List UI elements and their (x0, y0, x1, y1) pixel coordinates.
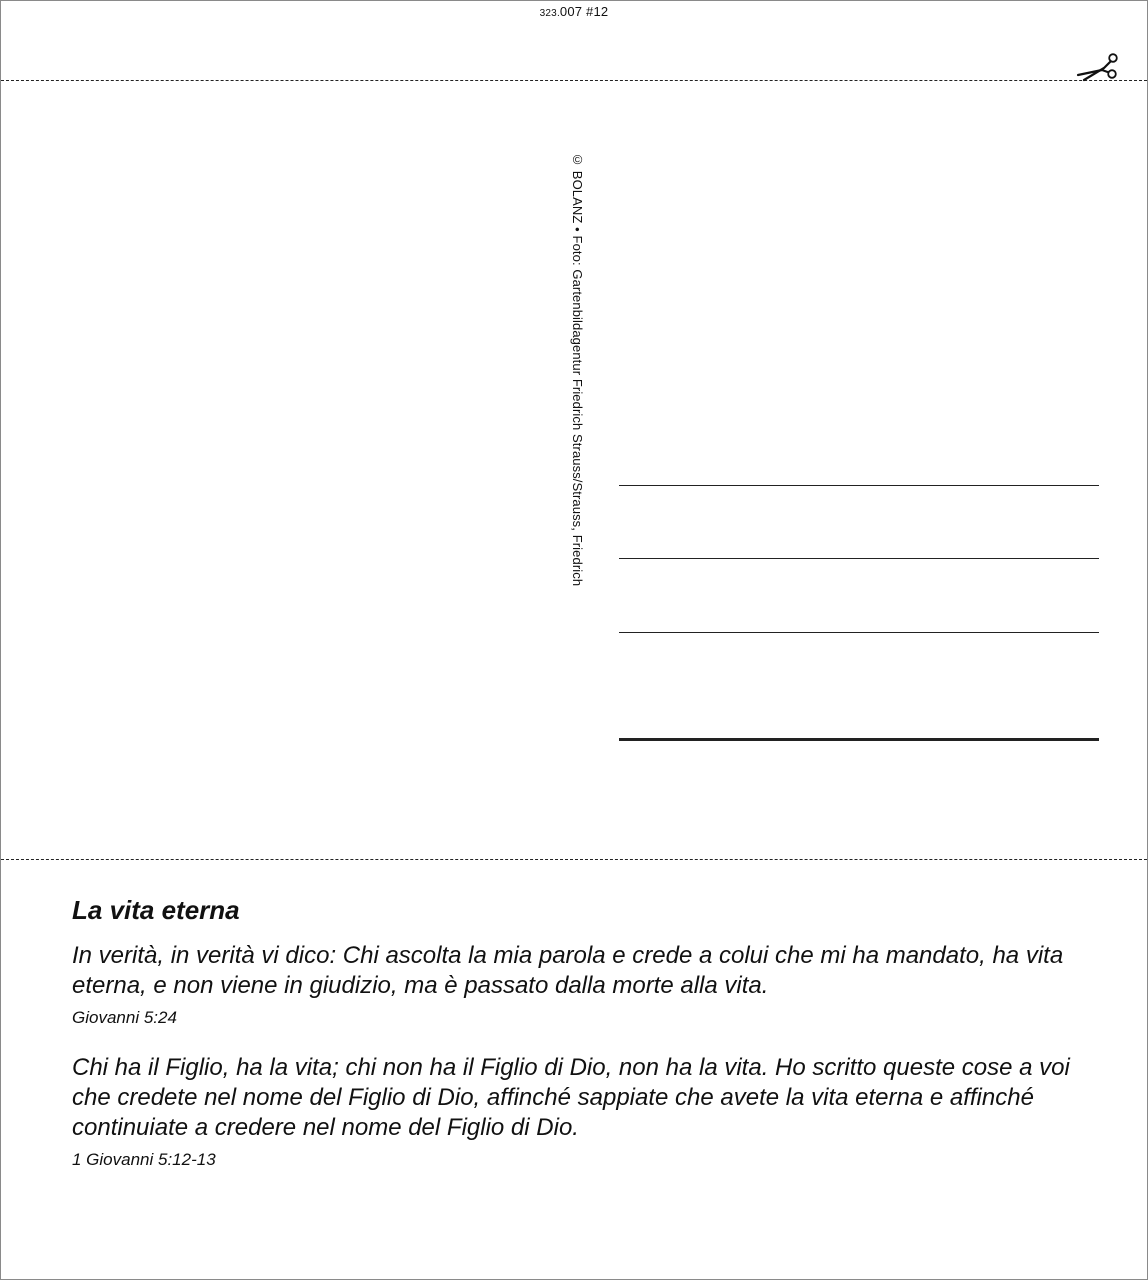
scissors-icon (1076, 53, 1120, 83)
card-title: La vita eterna (72, 895, 240, 925)
photo-credit (570, 152, 585, 586)
passage-2-reference: 1 Giovanni 5:12-13 (72, 1150, 216, 1169)
address-line-1 (619, 485, 1099, 486)
passage-1 (72, 941, 1082, 1029)
passage-2-text: Chi ha il Figlio, ha la vita; chi non ha il Figlio di Dio, non ha la vita. Ho scritto queste cose a voi che credete nel nome del Figlio di Dio, affinché sappiate che avete la vita eterna e affinché continuiate a credere nel nome del Figlio di Dio. (72, 1054, 1070, 1141)
product-code (0, 4, 1148, 19)
product-code-prefix: 323. (539, 8, 560, 19)
photo-credit-text: Foto: Gartenbildagentur Friedrich Strauss/Strauss, Friedrich (570, 235, 585, 587)
passage-1-text: In verità, in verità vi dico: Chi ascolta la mia parola e crede a colui che mi ha mandato, ha vita eterna, e non viene in giudizio, ma è passato dalla morte alla vita. (72, 942, 1064, 999)
passage-1-reference: Giovanni 5:24 (72, 1008, 177, 1027)
passage-2 (72, 1053, 1082, 1171)
address-line-3 (619, 632, 1099, 633)
address-line-4 (619, 738, 1099, 741)
product-code-number: 007 #12 (559, 4, 609, 19)
card-text-section (72, 893, 1082, 1171)
credit-separator: • (570, 227, 585, 232)
cut-line-bottom (1, 859, 1147, 860)
cut-line-top (1, 80, 1147, 81)
copyright-text: © BOLANZ (570, 152, 585, 224)
address-line-2 (619, 558, 1099, 559)
